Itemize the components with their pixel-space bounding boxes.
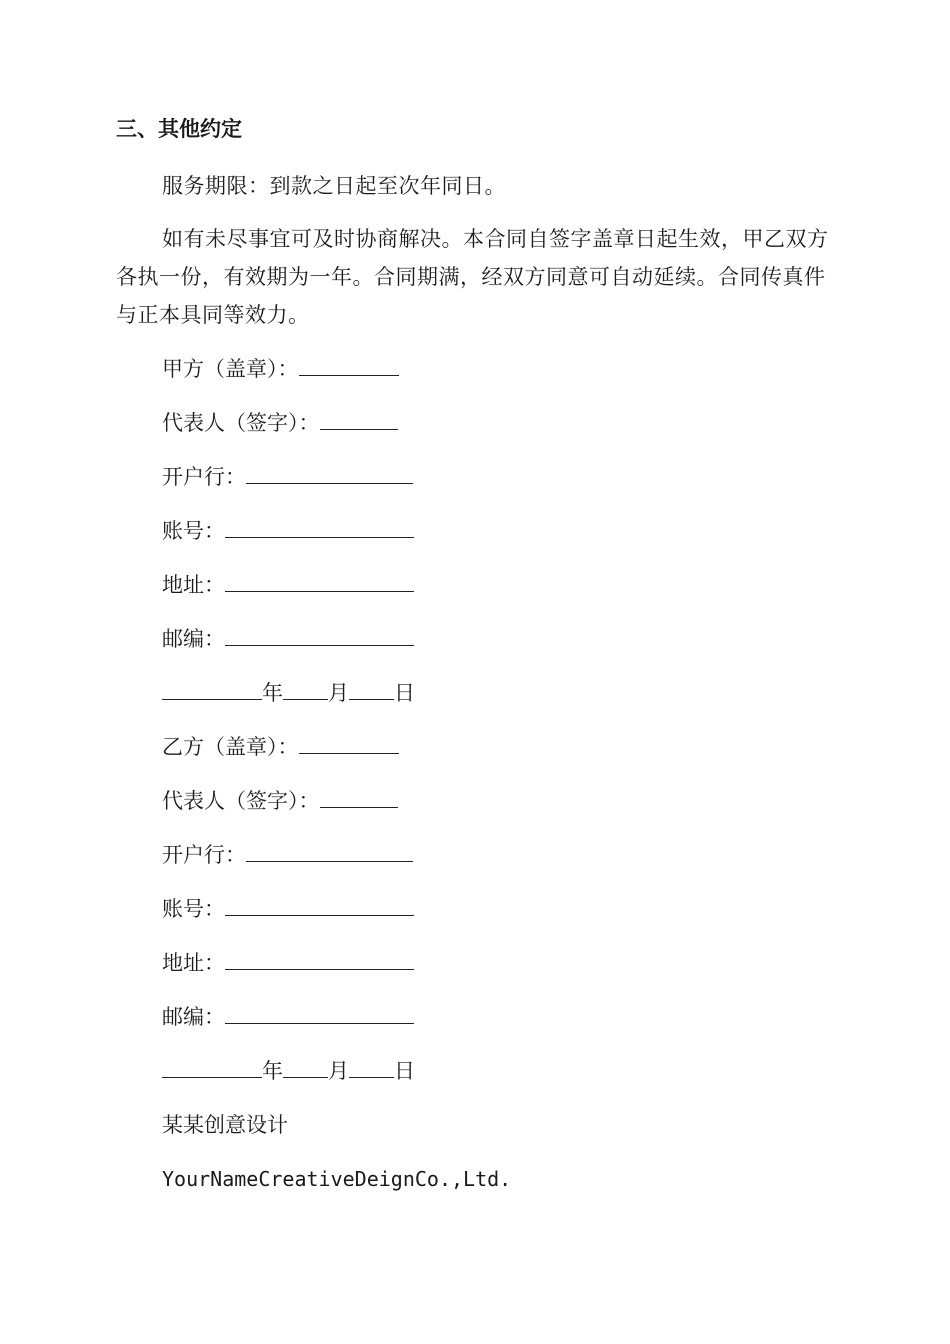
- party-a-year-blank: [162, 677, 262, 700]
- company-name-cn: 某某创意设计: [162, 1113, 288, 1137]
- party-a-account-label: 账号：: [162, 519, 225, 543]
- party-a-bank-blank: [246, 461, 413, 484]
- party-a-postcode-blank: [225, 623, 414, 646]
- party-a-seal-label: 甲方（盖章）：: [162, 357, 299, 381]
- party-a-account-blank: [225, 515, 414, 538]
- party-a-bank-label: 开户行：: [162, 465, 246, 489]
- party-b-account-blank: [225, 893, 414, 916]
- party-a-rep-blank: [320, 407, 398, 430]
- party-b-date-line: [162, 1055, 415, 1086]
- party-b-address-label: 地址：: [162, 951, 225, 975]
- party-a-address-label: 地址：: [162, 573, 225, 597]
- party-b-rep-line: [162, 785, 398, 816]
- party-b-bank-blank: [246, 839, 413, 862]
- party-a-address-line: [162, 569, 414, 600]
- party-a-account-line: [162, 515, 414, 546]
- party-b-account-line: [162, 893, 414, 924]
- party-b-address-blank: [225, 947, 414, 970]
- month-label: 月: [328, 681, 349, 705]
- party-b-rep-label: 代表人（签字）：: [162, 789, 320, 813]
- party-b-address-line: [162, 947, 414, 978]
- party-b-postcode-label: 邮编：: [162, 1005, 225, 1029]
- party-a-date-line: [162, 677, 415, 708]
- party-a-rep-label: 代表人（签字）：: [162, 411, 320, 435]
- party-a-seal-blank: [299, 353, 399, 376]
- day-label: 日: [394, 681, 415, 705]
- party-b-account-label: 账号：: [162, 897, 225, 921]
- party-b-rep-blank: [320, 785, 398, 808]
- party-a-address-blank: [225, 569, 414, 592]
- party-b-day-blank: [349, 1055, 394, 1078]
- party-b-postcode-blank: [225, 1001, 414, 1024]
- party-b-seal-label: 乙方（盖章）：: [162, 735, 299, 759]
- party-b-month-blank: [283, 1055, 328, 1078]
- year-label: 年: [262, 681, 283, 705]
- party-a-rep-line: [162, 407, 398, 438]
- general-clause: 如有未尽事宜可及时协商解决。本合同自签字盖章日起生效，甲乙双方各执一份，有效期为一年。合同期满，经双方同意可自动延续。合同传真件与正本具同等效力。: [116, 227, 829, 327]
- party-a-day-blank: [349, 677, 394, 700]
- party-b-seal-line: [162, 731, 399, 762]
- party-a-bank-line: [162, 461, 413, 492]
- day-label: 日: [394, 1059, 415, 1083]
- year-label: 年: [262, 1059, 283, 1083]
- party-b-seal-blank: [299, 731, 399, 754]
- party-a-month-blank: [283, 677, 328, 700]
- month-label: 月: [328, 1059, 349, 1083]
- party-a-postcode-line: [162, 623, 414, 654]
- section-title: 三、其他约定: [116, 117, 242, 141]
- service-term: 服务期限：到款之日起至次年同日。: [162, 174, 506, 198]
- party-a-seal-line: [162, 353, 399, 384]
- party-b-bank-label: 开户行：: [162, 843, 246, 867]
- party-b-year-blank: [162, 1055, 262, 1078]
- party-a-postcode-label: 邮编：: [162, 627, 225, 651]
- party-b-postcode-line: [162, 1001, 414, 1032]
- party-b-bank-line: [162, 839, 413, 870]
- company-name-en: YourNameCreativeDeignCo.,Ltd.: [162, 1167, 512, 1191]
